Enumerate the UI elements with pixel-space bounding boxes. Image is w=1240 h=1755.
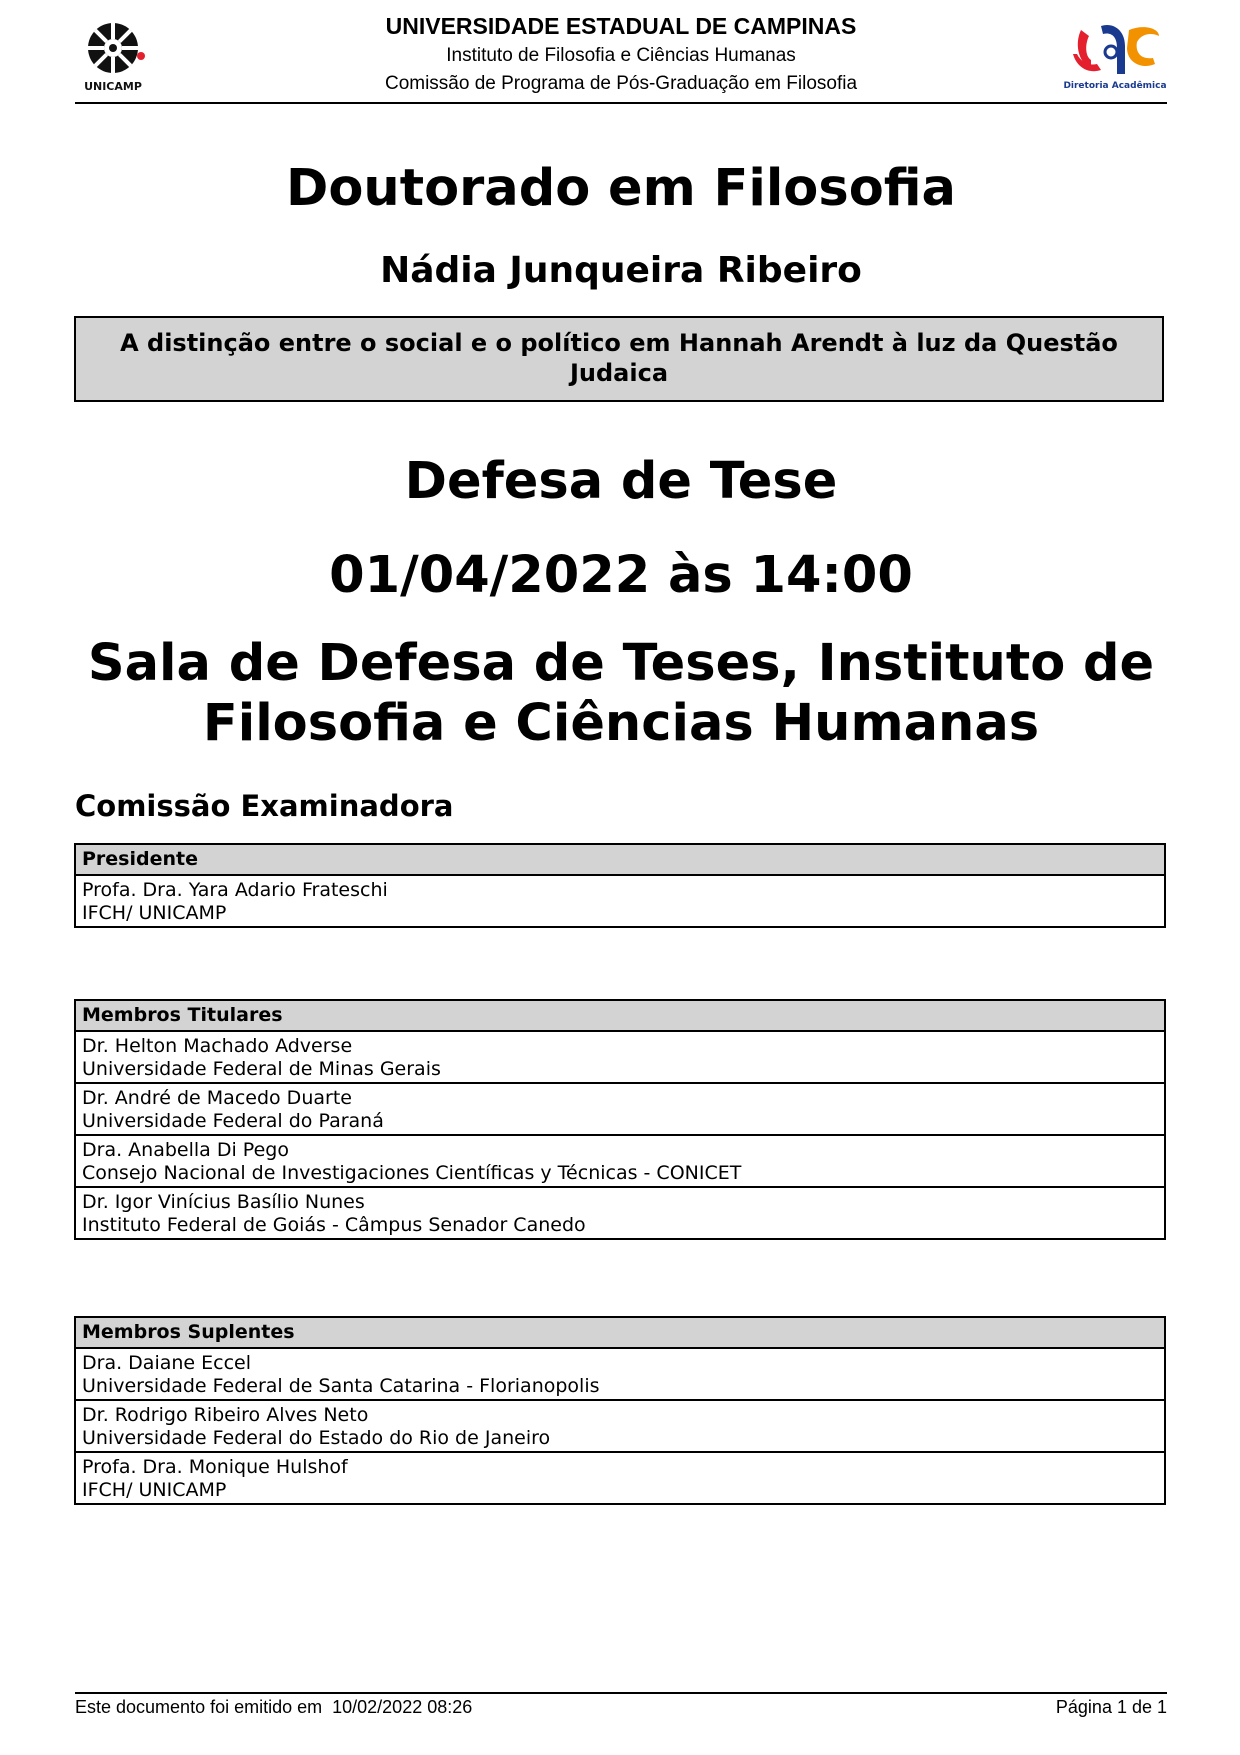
committee-heading: Comissão Examinadora [75, 789, 454, 823]
table-header: Presidente [76, 845, 1164, 876]
titulares-table [74, 999, 1166, 1240]
member-institution: IFCH/ UNICAMP [82, 901, 227, 924]
table-row [76, 1401, 1164, 1453]
president-table [74, 843, 1166, 928]
suplentes-table [74, 1316, 1166, 1505]
table-row [76, 1084, 1164, 1136]
table-row [76, 1453, 1164, 1503]
member-name: Dr. André de Macedo Duarte [82, 1087, 352, 1109]
member-name: Profa. Dra. Yara Adario Frateschi [82, 879, 388, 901]
page-footer [75, 1692, 1167, 1718]
member-institution: Universidade Federal de Minas Gerais [82, 1057, 441, 1080]
program-title: Doutorado em Filosofia [286, 159, 956, 218]
university-name: UNIVERSIDADE ESTADUAL DE CAMPINAS [385, 13, 857, 39]
diretoria-academica-logo [1063, 22, 1167, 94]
member-institution: IFCH/ UNICAMP [82, 1478, 227, 1501]
thesis-title: A distinção entre o social e o político em Hannah Arendt à luz da Questão Judaica [120, 329, 1118, 387]
svg-text:UNICAMP: UNICAMP [84, 80, 142, 93]
table-header: Membros Suplentes [76, 1318, 1164, 1349]
member-institution: Instituto Federal de Goiás - Câmpus Senador Canedo [82, 1213, 586, 1236]
thesis-title-box [74, 316, 1164, 402]
header-text [195, 8, 1047, 98]
event-type: Defesa de Tese [404, 452, 838, 511]
member-name: Dr. Helton Machado Adverse [82, 1035, 353, 1057]
member-institution: Universidade Federal do Estado do Rio de Janeiro [82, 1426, 551, 1449]
institute-name: Instituto de Filosofia e Ciências Humanas [446, 45, 796, 66]
table-row [76, 1032, 1164, 1084]
page-number: Página 1 de 1 [1055, 1697, 1167, 1717]
member-name: Profa. Dra. Monique Hulshof [82, 1456, 348, 1478]
candidate-name: Nádia Junqueira Ribeiro [380, 250, 862, 291]
table-header: Membros Titulares [76, 1001, 1164, 1032]
member-name: Dr. Rodrigo Ribeiro Alves Neto [82, 1404, 369, 1426]
unicamp-logo [79, 14, 151, 94]
member-name: Dr. Igor Vinícius Basílio Nunes [82, 1191, 365, 1213]
page-header [75, 8, 1167, 104]
event-location: Sala de Defesa de Teses, Instituto de Filosofia e Ciências Humanas [87, 634, 1155, 753]
event-datetime: 01/04/2022 às 14:00 [329, 546, 913, 605]
member-name: Dra. Anabella Di Pego [82, 1139, 289, 1161]
table-row [76, 1349, 1164, 1401]
member-name: Dra. Daiane Eccel [82, 1352, 251, 1374]
member-institution: Universidade Federal do Paraná [82, 1109, 384, 1132]
svg-text:Diretoria Acadêmica: Diretoria Acadêmica [1063, 81, 1167, 91]
table-row [76, 1188, 1164, 1238]
table-row [76, 1136, 1164, 1188]
issued-timestamp: Este documento foi emitido em 10/02/2022 08:26 [75, 1697, 473, 1717]
member-institution: Consejo Nacional de Investigaciones Científicas y Técnicas - CONICET [82, 1161, 742, 1184]
commission-name: Comissão de Programa de Pós-Graduação em Filosofia [384, 73, 858, 94]
member-institution: Universidade Federal de Santa Catarina - Florianopolis [82, 1374, 600, 1397]
table-row [76, 876, 1164, 926]
